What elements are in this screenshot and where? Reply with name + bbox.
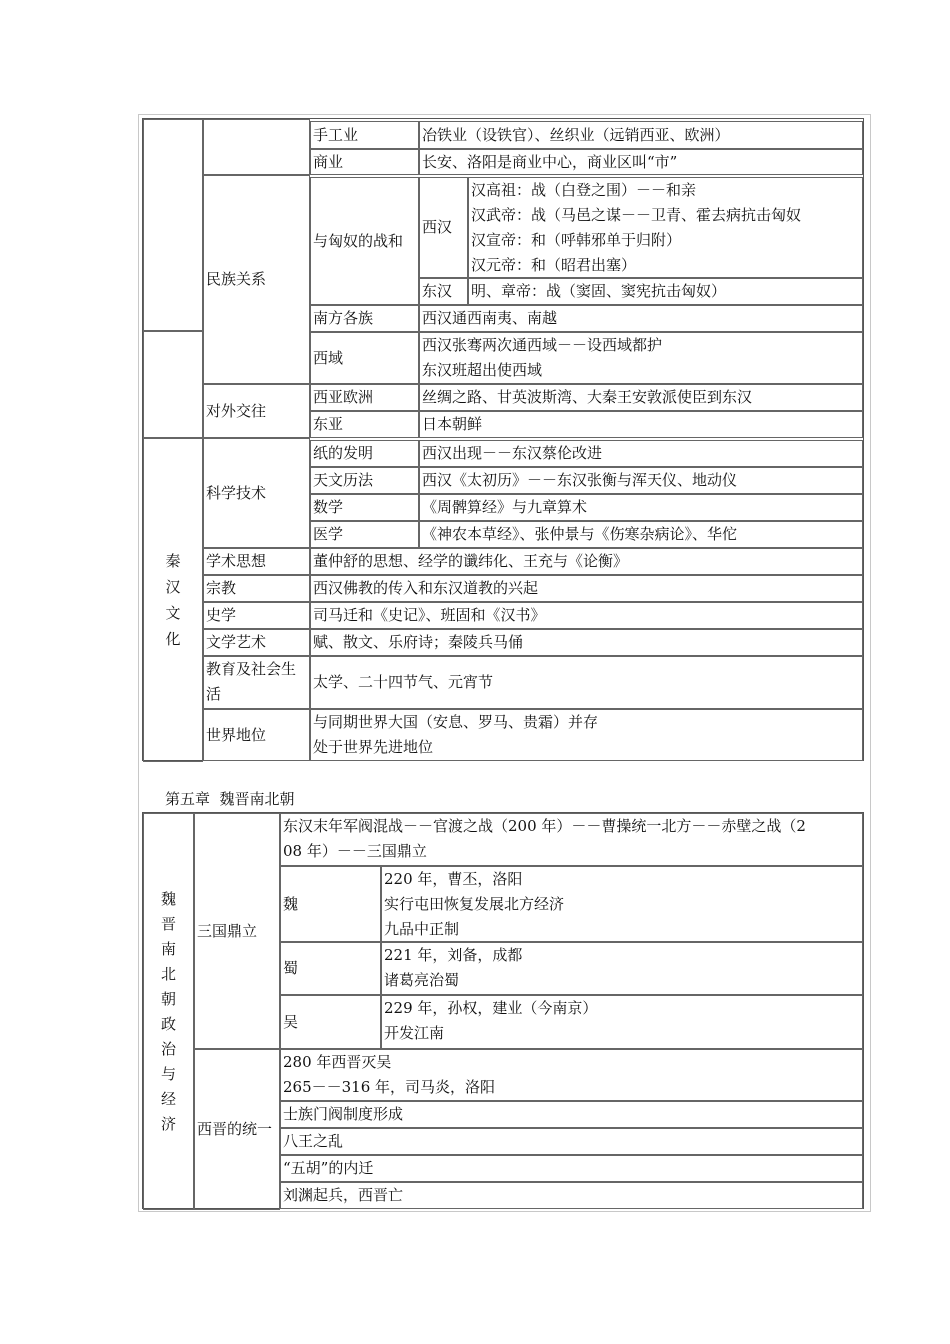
math-desc: 《周髀算经》与九章算术 [419,494,863,521]
wei-label: 魏 [280,866,381,942]
xiongnu-label: 与匈奴的战和 [310,177,419,305]
culture-label [143,438,203,762]
shu-label: 蜀 [280,942,381,995]
world-status-details [310,709,863,761]
jin-rebellion: 八王之乱 [280,1128,863,1155]
astronomy-label: 天文历法 [310,467,419,494]
paper-desc: 西汉出现－－东汉蔡伦改进 [419,440,863,467]
west-asia-europe-label: 西亚欧洲 [310,384,419,411]
history-label: 史学 [203,602,310,629]
world-status-line: 与同期世界大国（安息、罗马、贵霜）并存 [313,713,599,731]
education-label-line: 教育及社会生 [206,660,297,678]
culture-label-char: 汉 [165,578,181,596]
handicraft-label: 手工业 [310,121,419,149]
ethnic-relations-label: 民族关系 [203,175,310,384]
period-label-char: 南 [160,939,176,958]
economy-category-cell [203,119,310,175]
wei-details [381,866,863,942]
three-kingdoms-label: 三国鼎立 [194,813,280,1049]
period-label-char: 北 [160,964,176,983]
medicine-desc: 《神农本草经》、张仲景与《伤寒杂病论》、华佗 [419,521,863,548]
education-desc: 太学、二十四节气、元宵节 [310,656,863,709]
jin-line: 280 年西晋灭吴 [283,1053,392,1071]
jin-line: 265－－316 年，司马炎，洛阳 [283,1078,496,1096]
chapter-title: 第五章 魏晋南北朝 [165,790,295,808]
wei-jin-table [142,812,864,1209]
math-label: 数学 [310,494,419,521]
western-jin-label [194,1049,280,1210]
western-regions-line: 东汉班超出使西域 [422,361,543,379]
wei-line: 九品中正制 [384,920,460,938]
handicraft-desc: 冶铁业（设铁官）、丝织业（远销西亚、欧洲） [419,121,863,149]
science-label: 科学技术 [203,438,310,548]
outer-category-cell [143,119,203,331]
period-label-char: 政 [160,1014,176,1033]
period-label-char: 与 [160,1064,176,1083]
western-han-line: 汉高祖：战（白登之围）－－和亲 [471,181,697,199]
medicine-label: 医学 [310,521,419,548]
western-han-label: 西汉 [419,177,468,278]
wu-line: 开发江南 [384,1024,445,1042]
jin-migration: “五胡”的内迁 [280,1155,863,1182]
world-status-line: 处于世界先进地位 [313,738,434,756]
period-label-char: 朝 [160,989,176,1008]
western-han-line: 汉宣帝：和（呼韩邪单于归附） [471,231,682,249]
western-jin-text: 西晋的统一 [197,1120,273,1138]
commerce-label: 商业 [310,149,419,175]
eastern-han-label: 东汉 [419,278,468,305]
period-label-char: 济 [160,1114,176,1133]
wu-label: 吴 [280,995,381,1049]
culture-label-char: 秦 [165,552,181,570]
western-han-line: 汉武帝：战（马邑之谋－－卫青、霍去病抗击匈奴 [471,206,802,224]
period-label-char: 治 [160,1039,176,1058]
period-label [143,813,194,1210]
paper-label: 纸的发明 [310,440,419,467]
jin-gentry: 士族门阀制度形成 [280,1101,863,1128]
culture-label-char: 文 [165,604,181,622]
education-label [203,656,310,709]
western-han-details [468,177,863,278]
outer-category-cell [143,331,203,438]
wei-line: 220 年，曹丕，洛阳 [384,870,523,888]
shu-details [381,942,863,995]
thought-label: 学术思想 [203,548,310,575]
culture-label-char: 化 [165,630,181,648]
arts-label: 文学艺术 [203,629,310,656]
three-kingdoms-intro [280,813,863,866]
qin-han-table [142,118,864,761]
west-asia-europe-desc: 丝绸之路、甘英波斯湾、大秦王安敦派使臣到东汉 [419,384,863,411]
western-regions-line: 西汉张骞两次通西域－－设西域都护 [422,336,663,354]
western-regions-label: 西域 [310,332,419,384]
period-label-char: 经 [160,1089,176,1108]
foreign-relations-label: 对外交往 [203,384,310,438]
religion-desc: 西汉佛教的传入和东汉道教的兴起 [310,575,863,602]
intro-line: 08 年）－－三国鼎立 [283,842,427,860]
southern-tribes-label: 南方各族 [310,305,419,332]
east-asia-desc: 日本朝鲜 [419,411,863,438]
period-label-char: 魏 [160,889,176,908]
thought-desc: 董仲舒的思想、经学的谶纬化、王充与《论衡》 [310,548,863,575]
jin-founding [280,1049,863,1101]
shu-line: 诸葛亮治蜀 [384,971,460,989]
wei-line: 实行屯田恢复发展北方经济 [384,895,565,913]
eastern-han-desc: 明、章帝：战（窦固、窦宪抗击匈奴） [468,278,863,305]
western-regions-details [419,332,863,384]
world-status-label: 世界地位 [203,709,310,761]
intro-line: 东汉末年军阀混战－－官渡之战（200 年）－－曹操统一北方－－赤壁之战（2 [283,817,806,835]
period-label-char: 晋 [160,914,176,933]
religion-label: 宗教 [203,575,310,602]
astronomy-desc: 西汉《太初历》－－东汉张衡与浑天仪、地动仪 [419,467,863,494]
western-han-line: 汉元帝：和（昭君出塞） [471,256,637,274]
arts-desc: 赋、散文、乐府诗；秦陵兵马俑 [310,629,863,656]
wu-line: 229 年，孙权，建业（今南京） [384,999,598,1017]
education-label-line: 活 [206,685,222,703]
history-desc: 司马迁和《史记》、班固和《汉书》 [310,602,863,629]
commerce-desc: 长安、洛阳是商业中心，商业区叫“市” [419,149,863,175]
shu-line: 221 年，刘备，成都 [384,946,523,964]
wu-details [381,995,863,1049]
jin-fall: 刘渊起兵，西晋亡 [280,1182,863,1209]
east-asia-label: 东亚 [310,411,419,438]
southern-tribes-desc: 西汉通西南夷、南越 [419,305,863,332]
